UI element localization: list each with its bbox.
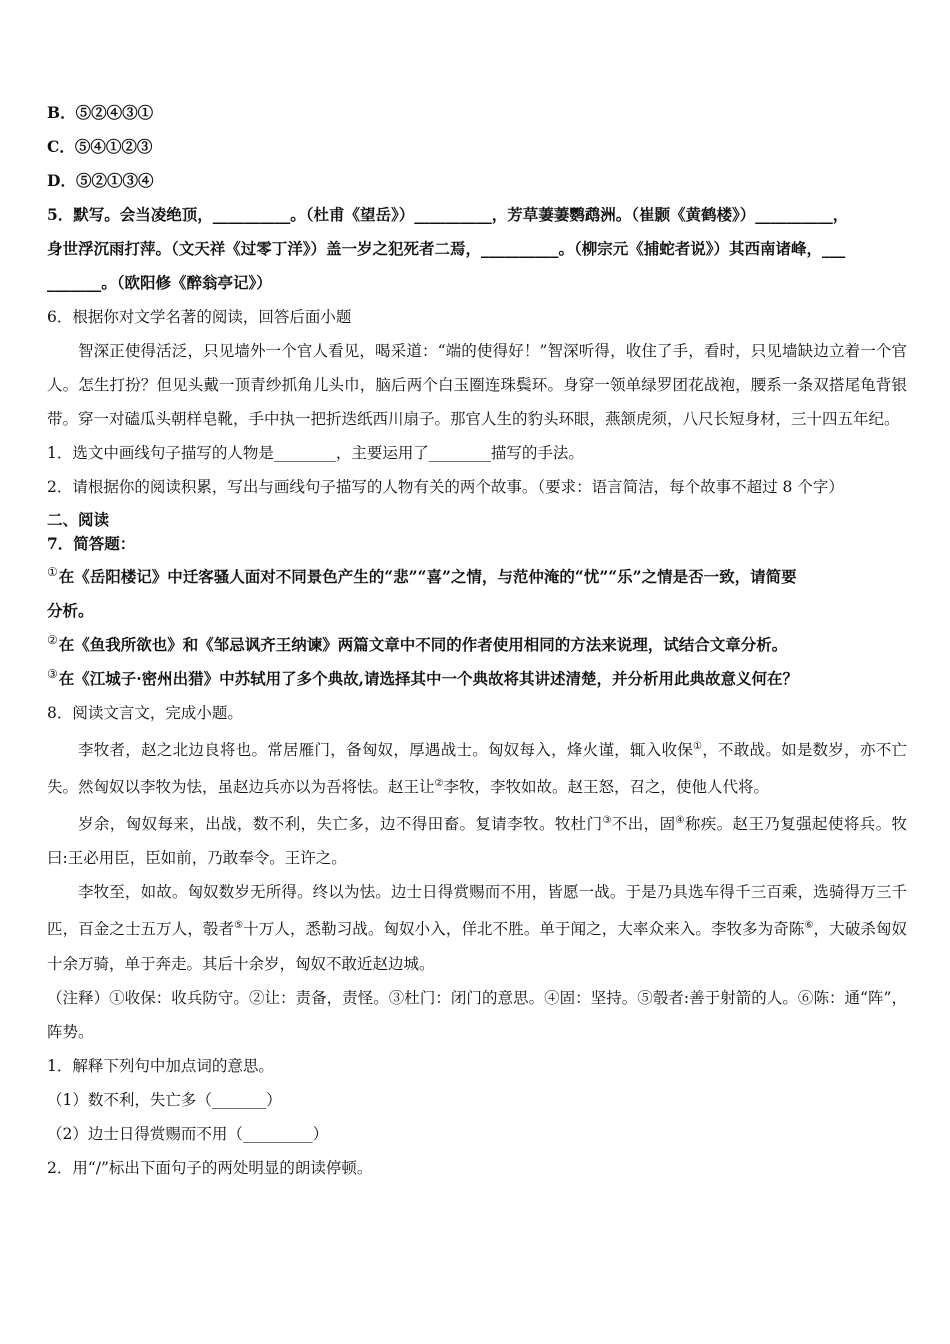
- q7-item-3-text: 在《江城子·密州出猎》中苏轼用了多个典故,请选择其中一个典故将其讲述清楚，并分析用此典故意义何在？: [58, 669, 799, 688]
- q8-paragraph-1: [47, 730, 907, 804]
- q6-title: 6．根据你对文学名著的阅读，回答后面小题: [47, 308, 352, 326]
- q5-line-1: 5．默写。会当凌绝顶，__________。（杜甫《望岳》）__________，芳草萋萋鹦鹉洲。（崔颢《黄鹤楼》）__________，: [47, 205, 849, 224]
- q7-item-2-text: 在《鱼我所欲也》和《邹忌讽齐王纳谏》两篇文章中不同的作者使用相同的方法来说理，试结合文章分析。: [58, 635, 788, 654]
- q7-item-1: [47, 560, 907, 594]
- footnote-mark-5: ⑤: [234, 920, 244, 932]
- q8-p1-part-b: ，不敢战。如是数岁，亦不亡失。然匈奴以李牧为怯，虽赵边兵亦以为吾将怯。赵王让: [47, 741, 907, 797]
- q8-p3-part-b: 十万人，悉勒习战。匈奴小入，佯北不胜。单于闻之，大率众来入。李牧多为奇陈: [243, 920, 805, 939]
- option-d: D．⑤②①③④: [47, 171, 154, 190]
- q8-p2-part-a: 岁余，匈奴每来，出战，数不利，失亡多，边不得田畜。复请李牧。牧杜门: [78, 815, 603, 834]
- footnote-mark-3: ③: [602, 815, 612, 827]
- q8-p2-part-c: 称疾。赵王乃复强起使将兵。牧曰:王必用臣，臣如前，乃敢奉令。王许之。: [47, 815, 907, 868]
- q7-item-3-mark: ③: [47, 667, 58, 681]
- q8-notes: （注释）①收保：收兵防守。②让：责备，责怪。③杜门：闭门的意思。④固：坚持。⑤彀者:善于射箭的人。⑥陈：通“阵”，阵势。: [47, 988, 907, 1041]
- q8-sub-1-a: （1）数不利，失亡多（_______）: [47, 1090, 282, 1109]
- footnote-mark-6: ⑥: [804, 920, 814, 932]
- q7-item-1-mark: ①: [47, 565, 58, 579]
- q8-sub-2: 2．用“/”标出下面句子的两处明显的朗读停顿。: [47, 1158, 373, 1177]
- option-c: C．⑤④①②③: [47, 137, 153, 156]
- q8-p2-part-b: 不出，固: [611, 815, 676, 834]
- q7-item-1-text: 在《岳阳楼记》中迁客骚人面对不同景色产生的“悲”“喜”之情，与范仲淹的“忧”“乐”之情是否一致，请简要: [58, 567, 797, 586]
- q7-title: 7．简答题：: [47, 534, 136, 553]
- q8-sub-1: 1．解释下列句中加点词的意思。: [47, 1056, 274, 1075]
- q8-p1-part-a: 李牧者，赵之北边良将也。常居雁门，备匈奴，厚遇战士。匈奴每入，烽火谨，辄入收保: [78, 741, 694, 760]
- q8-paragraph-3: [47, 875, 907, 980]
- q6-sub-2: 2．请根据你的阅读积累，写出与画线句子描写的人物有关的两个故事。（要求：语言简洁，每个故事不超过 8 个字）: [47, 478, 844, 496]
- q7-item-2-mark: ②: [47, 633, 58, 647]
- section-heading: 二、阅读: [47, 510, 110, 529]
- footnote-mark-1: ①: [693, 741, 703, 752]
- option-b: B．⑤②④③①: [47, 103, 154, 122]
- q6-passage: 智深正使得活泛，只见墙外一个官人看见，喝采道：“端的使得好！”智深听得，收住了手，看时，只见墙缺边立着一个官人。怎生打扮？但见头戴一顶青纱抓角儿头巾，脑后两个白玉圈连珠鬓环。身穿一领单绿罗团花战袍，腰系一条双搭尾龟背银带。穿一对磕瓜头朝样皂靴，手中执一把折迭纸西川扇子。那官人生的豹头环眼，燕颔虎须，八尺长短身材，三十四五年纪。: [47, 342, 907, 428]
- q6-sub-1: 1．选文中画线句子描写的人物是________，主要运用了________描写的手法。: [47, 444, 584, 462]
- document-page: [47, 96, 907, 1185]
- q7-item-1-cont: 分析。: [47, 601, 94, 620]
- footnote-mark-2: ②: [434, 778, 444, 790]
- q8-sub-1-b: （2）边士日得赏赐而不用（_________）: [47, 1124, 329, 1143]
- q7-item-2: [47, 628, 907, 662]
- q8-p1-part-c: 李牧，李牧如故。赵王怒，召之，使他人代将。: [443, 778, 769, 797]
- footnote-mark-4: ④: [675, 815, 685, 827]
- q8-title: 8．阅读文言文，完成小题。: [47, 704, 243, 722]
- q7-item-3: [47, 662, 907, 696]
- q8-p3-part-a: 李牧至，如故。匈奴数岁无所得。终以为怯。边士日得赏赐而不用，皆愿一战。于是乃具选车得千三百乘，选骑得万三千匹，百金之士五万人，彀者: [47, 883, 907, 939]
- q5-line-3: _______。（欧阳修《醉翁亭记》）: [47, 273, 272, 292]
- q8-paragraph-2: [47, 804, 907, 875]
- q5-line-2: 身世浮沉雨打萍。（文天祥《过零丁洋》）盖一岁之犯死者二焉，__________。（柳宗元《捕蛇者说》）其西南诸峰，___: [47, 239, 846, 258]
- q8-p3-part-c: ，大破杀匈奴十余万骑，单于奔走。其后十余岁，匈奴不敢近赵边城。: [47, 920, 907, 973]
